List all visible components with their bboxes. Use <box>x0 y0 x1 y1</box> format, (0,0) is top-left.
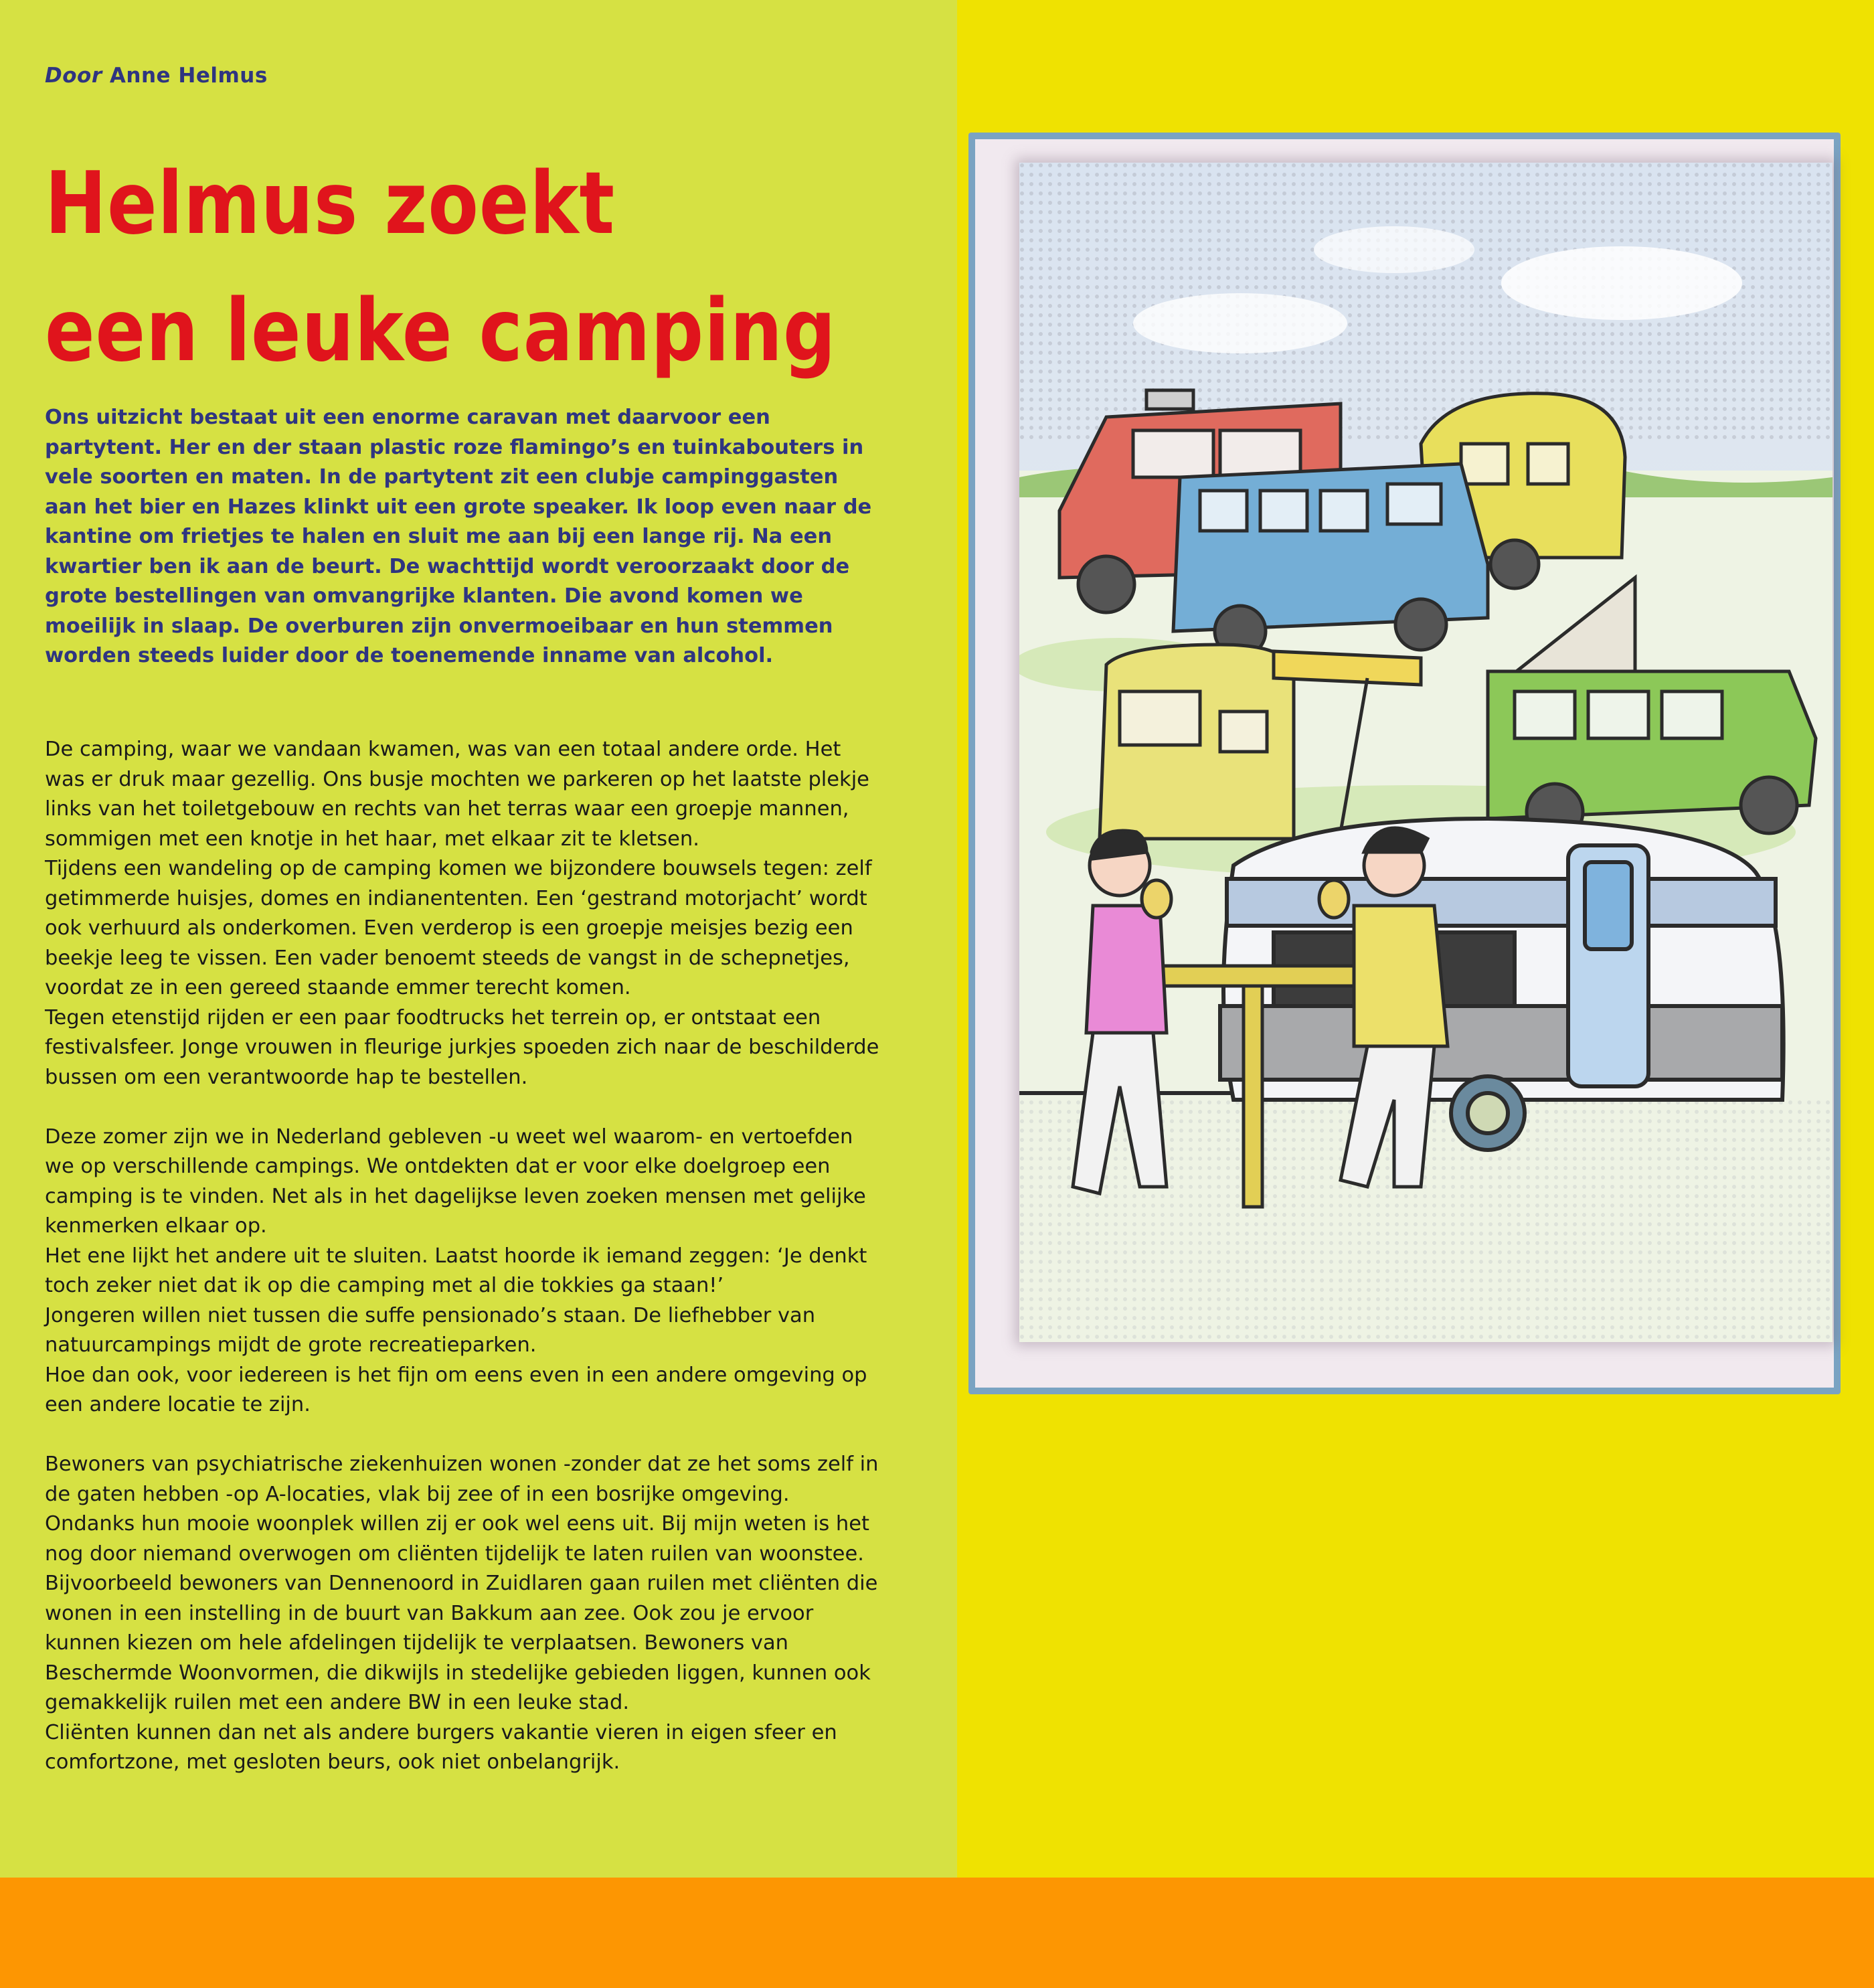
body-paragraph: Deze zomer zijn we in Nederland gebleven -u weet wel waarom- en vertoefden we op verschillende campings. We ontdekten dat er voor elke doelgroep een camping is te vinden. Net als in het dagelijkse leven zoeken mensen met gelijke kenmerken elkaar op. <box>45 1125 866 1238</box>
body-paragraph: Hoe dan ook, voor iedereen is het fijn om eens even in een andere omgeving op een andere locatie te zijn. <box>45 1363 867 1416</box>
title-line-1: Helmus zoekt <box>45 154 615 254</box>
byline <box>45 64 268 88</box>
body-paragraph: Jongeren willen niet tussen die suffe pensionado’s staan. De liefhebber van natuurcampings mijdt de grote recreatieparken. <box>45 1303 816 1357</box>
cloud <box>1133 293 1347 353</box>
byline-author: Anne Helmus <box>109 64 268 88</box>
body-paragraph: Het ene lijkt het andere uit te sluiten. Laatst hoorde ik iemand zeggen: ‘Je denkt toch zeker niet dat ik op die camping met al die tokkies ga staan!’ <box>45 1244 867 1297</box>
body-paragraph: Cliënten kunnen dan net als andere burgers vakantie vieren in eigen sfeer en comfortzone, met gesloten beurs, ook niet onbelangrijk. <box>45 1720 837 1774</box>
cloud <box>1501 246 1742 320</box>
body-paragraph: De camping, waar we vandaan kwamen, was van een totaal andere orde. Het was er druk maar gezellig. Ons busje mochten we parkeren op het laatste plekje links van het toiletgebouw en rechts van het terras waar een groepje mannen, sommigen met een knotje in het haar, met elkaar zit te kletsen. <box>45 738 869 851</box>
body-paragraph: Tijdens een wandeling op de camping komen we bijzondere bouwsels tegen: zelf getimmerde huisjes, domes en indianententen. Een ‘gestrand motorjacht’ wordt ook verhuurd als onderkomen. Even verderop is een groepje meisjes bezig een beekje leeg te vissen. Een vader benoemt steeds de vangst in de schepnetjes, voordat ze in een gereed staande emmer terecht komen. <box>45 857 872 999</box>
article-title <box>45 141 837 395</box>
cloud <box>1314 226 1474 273</box>
article-body <box>45 735 881 1778</box>
intro-paragraph: Ons uitzicht bestaat uit een enorme caravan met daarvoor een partytent. Her en der staan plastic roze flamingo’s en tuinkabouters in vele soorten en maten. In de partytent zit een clubje campinggasten aan het bier en Hazes klinkt uit een grote speaker. Ik loop even naar de kantine om frietjes te halen en sluit me aan bij een lange rij. Na een kwartier ben ik aan de beurt. De wachttijd wordt veroorzaakt door de grote bestellingen van omvangrijke klanten. Die avond komen we moeilijk in slaap. De overburen zijn onvermoeibaar en hun stemmen worden steeds luider door de toenemende inname van alcohol. <box>45 406 872 667</box>
footer-band <box>0 1878 1874 1988</box>
byline-prefix: Door <box>45 64 102 88</box>
body-paragraph: Bewoners van psychiatrische ziekenhuizen wonen -zonder dat ze het soms zelf in de gaten hebben -op A-locaties, vlak bij zee of in een bosrijke omgeving. Ondanks hun mooie woonplek willen zij er ook wel eens uit. Bij mijn weten is het nog door niemand overwogen om cliënten tijdelijk te laten ruilen van woonstee. <box>45 1453 879 1566</box>
body-paragraph: Tegen etenstijd rijden er een paar foodtrucks het terrein op, er ontstaat een festivalsfeer. Jonge vrouwen in fleurige jurkjes spoeden zich naar de beschilderde bussen om een verantwoorde hap te bestellen. <box>45 1005 879 1089</box>
title-line-2: een leuke camping <box>45 281 837 381</box>
camping-illustration <box>1019 163 1833 1342</box>
body-paragraph: Bijvoorbeeld bewoners van Dennenoord in Zuidlaren gaan ruilen met cliënten die wonen in een instelling in de buurt van Bakkum aan zee. Ook zou je ervoor kunnen kiezen om hele afdelingen tijdelijk te verplaatsen. Bewoners van Beschermde Woonvormen, die dikwijls in stedelijke gebieden liggen, kunnen ook gemakkelijk ruilen met een andere BW in een leuke stad. <box>45 1572 878 1714</box>
